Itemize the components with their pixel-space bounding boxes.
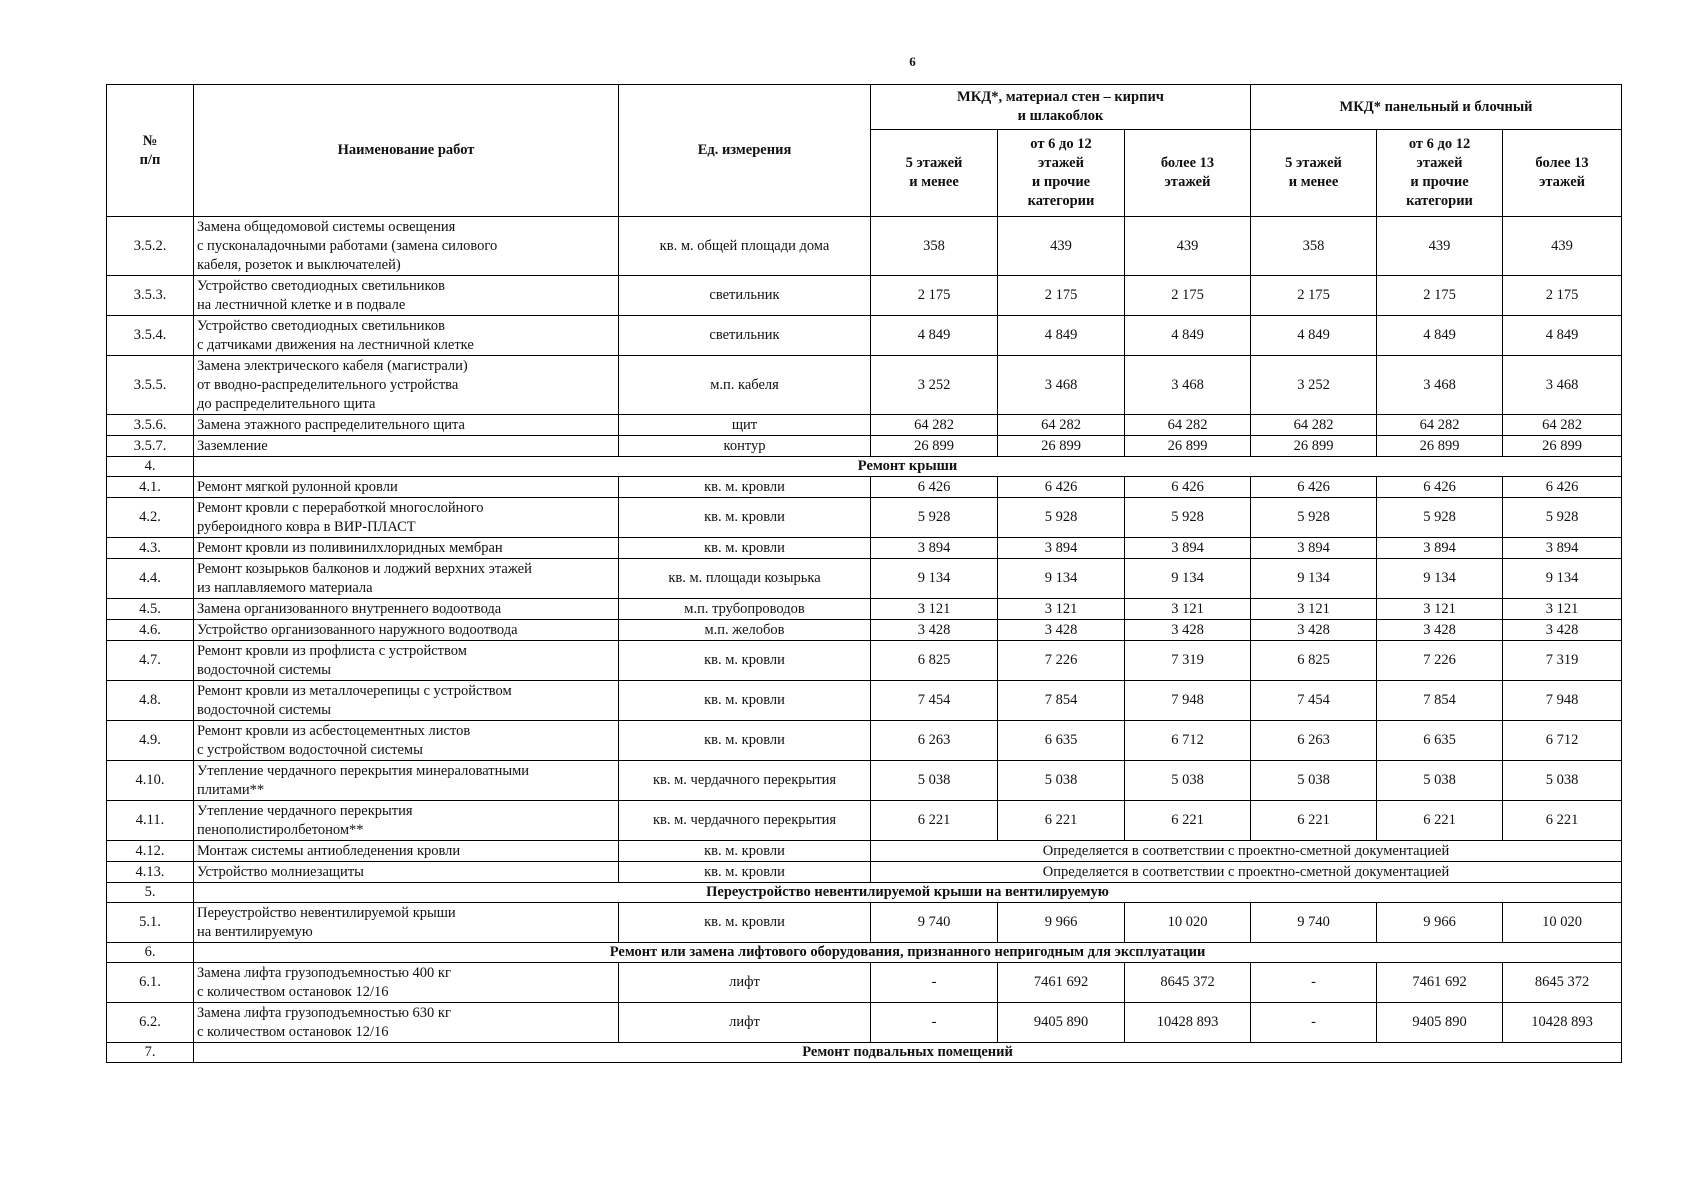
work-name: Ремонт козырьков балконов и лоджий верхних этажей из наплавляемого материала <box>194 559 619 599</box>
value-cell: 9 134 <box>1251 559 1377 599</box>
col-header-sub: 5 этажей и менее <box>871 130 998 217</box>
unit-cell: лифт <box>619 963 871 1003</box>
value-cell: 64 282 <box>998 415 1125 436</box>
work-name: Замена лифта грузоподъемностью 630 кг с количеством остановок 12/16 <box>194 1003 619 1043</box>
section-title: Ремонт крыши <box>194 457 1622 477</box>
value-cell: 3 121 <box>1503 599 1622 620</box>
value-cell: - <box>871 1003 998 1043</box>
value-cell: 5 928 <box>1503 498 1622 538</box>
section-row <box>107 1043 1622 1063</box>
table-row <box>107 498 1622 538</box>
unit-cell: кв. м. кровли <box>619 641 871 681</box>
col-header-sub: от 6 до 12 этажей и прочие категории <box>998 130 1125 217</box>
table-row <box>107 721 1622 761</box>
table-row <box>107 841 1622 862</box>
value-cell: 439 <box>1503 217 1622 276</box>
unit-cell: светильник <box>619 276 871 316</box>
row-number: 4.9. <box>107 721 194 761</box>
value-cell: 7 454 <box>871 681 998 721</box>
value-cell: 26 899 <box>1503 436 1622 457</box>
value-cell: 7 854 <box>998 681 1125 721</box>
value-cell: 6 712 <box>1503 721 1622 761</box>
value-cell: 64 282 <box>1251 415 1377 436</box>
row-number: 4.10. <box>107 761 194 801</box>
value-cell: 5 928 <box>1377 498 1503 538</box>
value-cell: 6 825 <box>871 641 998 681</box>
value-cell: 3 894 <box>1377 538 1503 559</box>
value-cell: 5 038 <box>998 761 1125 801</box>
value-cell: 3 894 <box>1503 538 1622 559</box>
value-cell: 10428 893 <box>1503 1003 1622 1043</box>
value-cell: 6 426 <box>1503 477 1622 498</box>
unit-cell: кв. м. кровли <box>619 903 871 943</box>
value-cell: 358 <box>1251 217 1377 276</box>
work-name: Ремонт мягкой рулонной кровли <box>194 477 619 498</box>
value-cell: 3 252 <box>1251 356 1377 415</box>
value-cell: 9 740 <box>1251 903 1377 943</box>
table-row <box>107 801 1622 841</box>
row-number: 4.5. <box>107 599 194 620</box>
unit-cell: кв. м. кровли <box>619 862 871 883</box>
value-cell: 7 226 <box>1377 641 1503 681</box>
value-cell: 26 899 <box>998 436 1125 457</box>
table-row <box>107 477 1622 498</box>
value-cell: 10 020 <box>1503 903 1622 943</box>
value-cell: 2 175 <box>871 276 998 316</box>
work-name: Устройство светодиодных светильников с датчиками движения на лестничной клетке <box>194 316 619 356</box>
value-cell: - <box>871 963 998 1003</box>
value-cell: 4 849 <box>1251 316 1377 356</box>
value-cell: 6 426 <box>1125 477 1251 498</box>
table-row <box>107 681 1622 721</box>
row-number: 3.5.2. <box>107 217 194 276</box>
value-cell: 3 428 <box>1125 620 1251 641</box>
value-cell: 64 282 <box>1503 415 1622 436</box>
work-name: Ремонт кровли из асбестоцементных листов с устройством водосточной системы <box>194 721 619 761</box>
value-cell: 8645 372 <box>1125 963 1251 1003</box>
table-row <box>107 1003 1622 1043</box>
value-cell: 6 221 <box>1503 801 1622 841</box>
value-cell: 5 928 <box>1125 498 1251 538</box>
value-cell: 9 966 <box>998 903 1125 943</box>
unit-cell: кв. м. кровли <box>619 477 871 498</box>
value-cell: 2 175 <box>1125 276 1251 316</box>
value-cell: 3 468 <box>1377 356 1503 415</box>
value-cell: 9 134 <box>998 559 1125 599</box>
value-cell: 2 175 <box>998 276 1125 316</box>
value-cell: 9 740 <box>871 903 998 943</box>
row-number: 4.11. <box>107 801 194 841</box>
col-group-brick: МКД*, материал стен – кирпич и шлакоблок <box>871 85 1251 130</box>
work-name: Замена лифта грузоподъемностью 400 кг с количеством остановок 12/16 <box>194 963 619 1003</box>
value-cell: 4 849 <box>1503 316 1622 356</box>
value-cell: 6 426 <box>998 477 1125 498</box>
value-cell: 439 <box>1125 217 1251 276</box>
work-name: Заземление <box>194 436 619 457</box>
table-row <box>107 641 1622 681</box>
table-row <box>107 276 1622 316</box>
value-cell: 3 428 <box>1251 620 1377 641</box>
value-cell: 7461 692 <box>1377 963 1503 1003</box>
value-cell: 3 428 <box>998 620 1125 641</box>
col-header-number: № п/п <box>107 85 194 217</box>
rates-table <box>106 84 1622 1063</box>
col-group-panel: МКД* панельный и блочный <box>1251 85 1622 130</box>
value-cell: 3 428 <box>1503 620 1622 641</box>
section-title: Ремонт подвальных помещений <box>194 1043 1622 1063</box>
row-number: 4.13. <box>107 862 194 883</box>
value-cell: 6 426 <box>871 477 998 498</box>
value-cell: 9 134 <box>1125 559 1251 599</box>
value-cell: 439 <box>1377 217 1503 276</box>
value-cell: 4 849 <box>871 316 998 356</box>
value-cell: 2 175 <box>1251 276 1377 316</box>
work-name: Монтаж системы антиобледенения кровли <box>194 841 619 862</box>
table-row <box>107 862 1622 883</box>
unit-cell: контур <box>619 436 871 457</box>
value-cell: 6 263 <box>871 721 998 761</box>
col-header-sub: более 13 этажей <box>1503 130 1622 217</box>
table-row <box>107 599 1622 620</box>
row-number: 6. <box>107 943 194 963</box>
value-cell: 4 849 <box>998 316 1125 356</box>
value-cell: 5 928 <box>871 498 998 538</box>
value-cell: 5 928 <box>1251 498 1377 538</box>
value-cell: 64 282 <box>871 415 998 436</box>
value-cell: 6 221 <box>1377 801 1503 841</box>
col-header-unit: Ед. измерения <box>619 85 871 217</box>
table-row <box>107 761 1622 801</box>
unit-cell: кв. м. общей площади дома <box>619 217 871 276</box>
value-cell: 3 252 <box>871 356 998 415</box>
work-name: Замена электрического кабеля (магистрали) от вводно-распределительного устройства до распределительного щита <box>194 356 619 415</box>
row-number: 4.7. <box>107 641 194 681</box>
value-cell: 7 319 <box>1125 641 1251 681</box>
value-cell: 9 134 <box>1377 559 1503 599</box>
value-cell: 64 282 <box>1377 415 1503 436</box>
row-number: 3.5.3. <box>107 276 194 316</box>
note-cell: Определяется в соответствии с проектно-сметной документацией <box>871 841 1622 862</box>
value-cell: 3 894 <box>998 538 1125 559</box>
row-number: 5. <box>107 883 194 903</box>
row-number: 4.8. <box>107 681 194 721</box>
value-cell: 7 454 <box>1251 681 1377 721</box>
unit-cell: м.п. желобов <box>619 620 871 641</box>
value-cell: 5 038 <box>1377 761 1503 801</box>
row-number: 3.5.6. <box>107 415 194 436</box>
value-cell: 10 020 <box>1125 903 1251 943</box>
work-name: Переустройство невентилируемой крыши на вентилируемую <box>194 903 619 943</box>
value-cell: - <box>1251 963 1377 1003</box>
work-name: Ремонт кровли из поливинилхлоридных мембран <box>194 538 619 559</box>
col-header-sub: от 6 до 12 этажей и прочие категории <box>1377 130 1503 217</box>
section-row <box>107 457 1622 477</box>
value-cell: 26 899 <box>871 436 998 457</box>
value-cell: 64 282 <box>1125 415 1251 436</box>
value-cell: 3 121 <box>871 599 998 620</box>
value-cell: 8645 372 <box>1503 963 1622 1003</box>
value-cell: 9 134 <box>871 559 998 599</box>
value-cell: 5 038 <box>1251 761 1377 801</box>
table-row <box>107 538 1622 559</box>
value-cell: 4 849 <box>1377 316 1503 356</box>
row-number: 6.1. <box>107 963 194 1003</box>
value-cell: 6 221 <box>1251 801 1377 841</box>
note-cell: Определяется в соответствии с проектно-сметной документацией <box>871 862 1622 883</box>
value-cell: 7 948 <box>1503 681 1622 721</box>
section-title: Ремонт или замена лифтового оборудования, признанного непригодным для эксплуатации <box>194 943 1622 963</box>
work-name: Замена организованного внутреннего водоотвода <box>194 599 619 620</box>
table-row <box>107 356 1622 415</box>
unit-cell: кв. м. кровли <box>619 841 871 862</box>
col-header-name: Наименование работ <box>194 85 619 217</box>
value-cell: 2 175 <box>1503 276 1622 316</box>
value-cell: 7 948 <box>1125 681 1251 721</box>
value-cell: 3 121 <box>1377 599 1503 620</box>
row-number: 4.6. <box>107 620 194 641</box>
table-row <box>107 316 1622 356</box>
row-number: 3.5.5. <box>107 356 194 415</box>
value-cell: 9 134 <box>1503 559 1622 599</box>
unit-cell: кв. м. чердачного перекрытия <box>619 801 871 841</box>
value-cell: 6 426 <box>1251 477 1377 498</box>
value-cell: - <box>1251 1003 1377 1043</box>
table-row <box>107 415 1622 436</box>
unit-cell: м.п. кабеля <box>619 356 871 415</box>
work-name: Замена общедомовой системы освещения с пусконаладочными работами (замена силового кабеля, розеток и выключателей) <box>194 217 619 276</box>
value-cell: 6 635 <box>998 721 1125 761</box>
table-row <box>107 436 1622 457</box>
table-row <box>107 620 1622 641</box>
value-cell: 26 899 <box>1125 436 1251 457</box>
unit-cell: кв. м. кровли <box>619 498 871 538</box>
value-cell: 6 221 <box>998 801 1125 841</box>
value-cell: 439 <box>998 217 1125 276</box>
value-cell: 6 221 <box>1125 801 1251 841</box>
value-cell: 6 221 <box>871 801 998 841</box>
value-cell: 26 899 <box>1377 436 1503 457</box>
work-name: Ремонт кровли из профлиста с устройством водосточной системы <box>194 641 619 681</box>
section-title: Переустройство невентилируемой крыши на вентилируемую <box>194 883 1622 903</box>
row-number: 4.1. <box>107 477 194 498</box>
col-header-sub: более 13 этажей <box>1125 130 1251 217</box>
table-row <box>107 559 1622 599</box>
value-cell: 5 038 <box>1503 761 1622 801</box>
value-cell: 3 894 <box>871 538 998 559</box>
value-cell: 9405 890 <box>1377 1003 1503 1043</box>
work-name: Ремонт кровли с переработкой многослойного рубероидного ковра в ВИР-ПЛАСТ <box>194 498 619 538</box>
value-cell: 10428 893 <box>1125 1003 1251 1043</box>
work-name: Устройство светодиодных светильников на лестничной клетке и в подвале <box>194 276 619 316</box>
table-row <box>107 963 1622 1003</box>
value-cell: 3 121 <box>1125 599 1251 620</box>
value-cell: 5 038 <box>1125 761 1251 801</box>
unit-cell: кв. м. кровли <box>619 681 871 721</box>
table-row <box>107 903 1622 943</box>
value-cell: 7 226 <box>998 641 1125 681</box>
value-cell: 7 319 <box>1503 641 1622 681</box>
value-cell: 3 121 <box>998 599 1125 620</box>
value-cell: 3 428 <box>871 620 998 641</box>
work-name: Утепление чердачного перекрытия пенополистиролбетоном** <box>194 801 619 841</box>
unit-cell: щит <box>619 415 871 436</box>
table-row <box>107 217 1622 276</box>
unit-cell: кв. м. чердачного перекрытия <box>619 761 871 801</box>
value-cell: 6 712 <box>1125 721 1251 761</box>
value-cell: 6 263 <box>1251 721 1377 761</box>
unit-cell: светильник <box>619 316 871 356</box>
unit-cell: м.п. трубопроводов <box>619 599 871 620</box>
col-header-sub: 5 этажей и менее <box>1251 130 1377 217</box>
value-cell: 3 468 <box>1125 356 1251 415</box>
value-cell: 3 894 <box>1251 538 1377 559</box>
row-number: 7. <box>107 1043 194 1063</box>
section-row <box>107 943 1622 963</box>
row-number: 4.12. <box>107 841 194 862</box>
work-name: Устройство организованного наружного водоотвода <box>194 620 619 641</box>
row-number: 4.4. <box>107 559 194 599</box>
value-cell: 4 849 <box>1125 316 1251 356</box>
value-cell: 358 <box>871 217 998 276</box>
work-name: Устройство молниезащиты <box>194 862 619 883</box>
value-cell: 3 468 <box>1503 356 1622 415</box>
row-number: 6.2. <box>107 1003 194 1043</box>
section-row <box>107 883 1622 903</box>
value-cell: 7 854 <box>1377 681 1503 721</box>
work-name: Утепление чердачного перекрытия минераловатными плитами** <box>194 761 619 801</box>
work-name: Ремонт кровли из металлочерепицы с устройством водосточной системы <box>194 681 619 721</box>
value-cell: 6 635 <box>1377 721 1503 761</box>
value-cell: 9405 890 <box>998 1003 1125 1043</box>
row-number: 4.3. <box>107 538 194 559</box>
value-cell: 9 966 <box>1377 903 1503 943</box>
value-cell: 26 899 <box>1251 436 1377 457</box>
value-cell: 6 426 <box>1377 477 1503 498</box>
value-cell: 5 038 <box>871 761 998 801</box>
unit-cell: кв. м. площади козырька <box>619 559 871 599</box>
value-cell: 7461 692 <box>998 963 1125 1003</box>
value-cell: 6 825 <box>1251 641 1377 681</box>
unit-cell: кв. м. кровли <box>619 538 871 559</box>
unit-cell: кв. м. кровли <box>619 721 871 761</box>
value-cell: 2 175 <box>1377 276 1503 316</box>
row-number: 3.5.4. <box>107 316 194 356</box>
page-number: 6 <box>909 54 916 69</box>
unit-cell: лифт <box>619 1003 871 1043</box>
row-number: 5.1. <box>107 903 194 943</box>
row-number: 4. <box>107 457 194 477</box>
row-number: 3.5.7. <box>107 436 194 457</box>
value-cell: 5 928 <box>998 498 1125 538</box>
row-number: 4.2. <box>107 498 194 538</box>
value-cell: 3 428 <box>1377 620 1503 641</box>
work-name: Замена этажного распределительного щита <box>194 415 619 436</box>
value-cell: 3 468 <box>998 356 1125 415</box>
value-cell: 3 894 <box>1125 538 1251 559</box>
value-cell: 3 121 <box>1251 599 1377 620</box>
